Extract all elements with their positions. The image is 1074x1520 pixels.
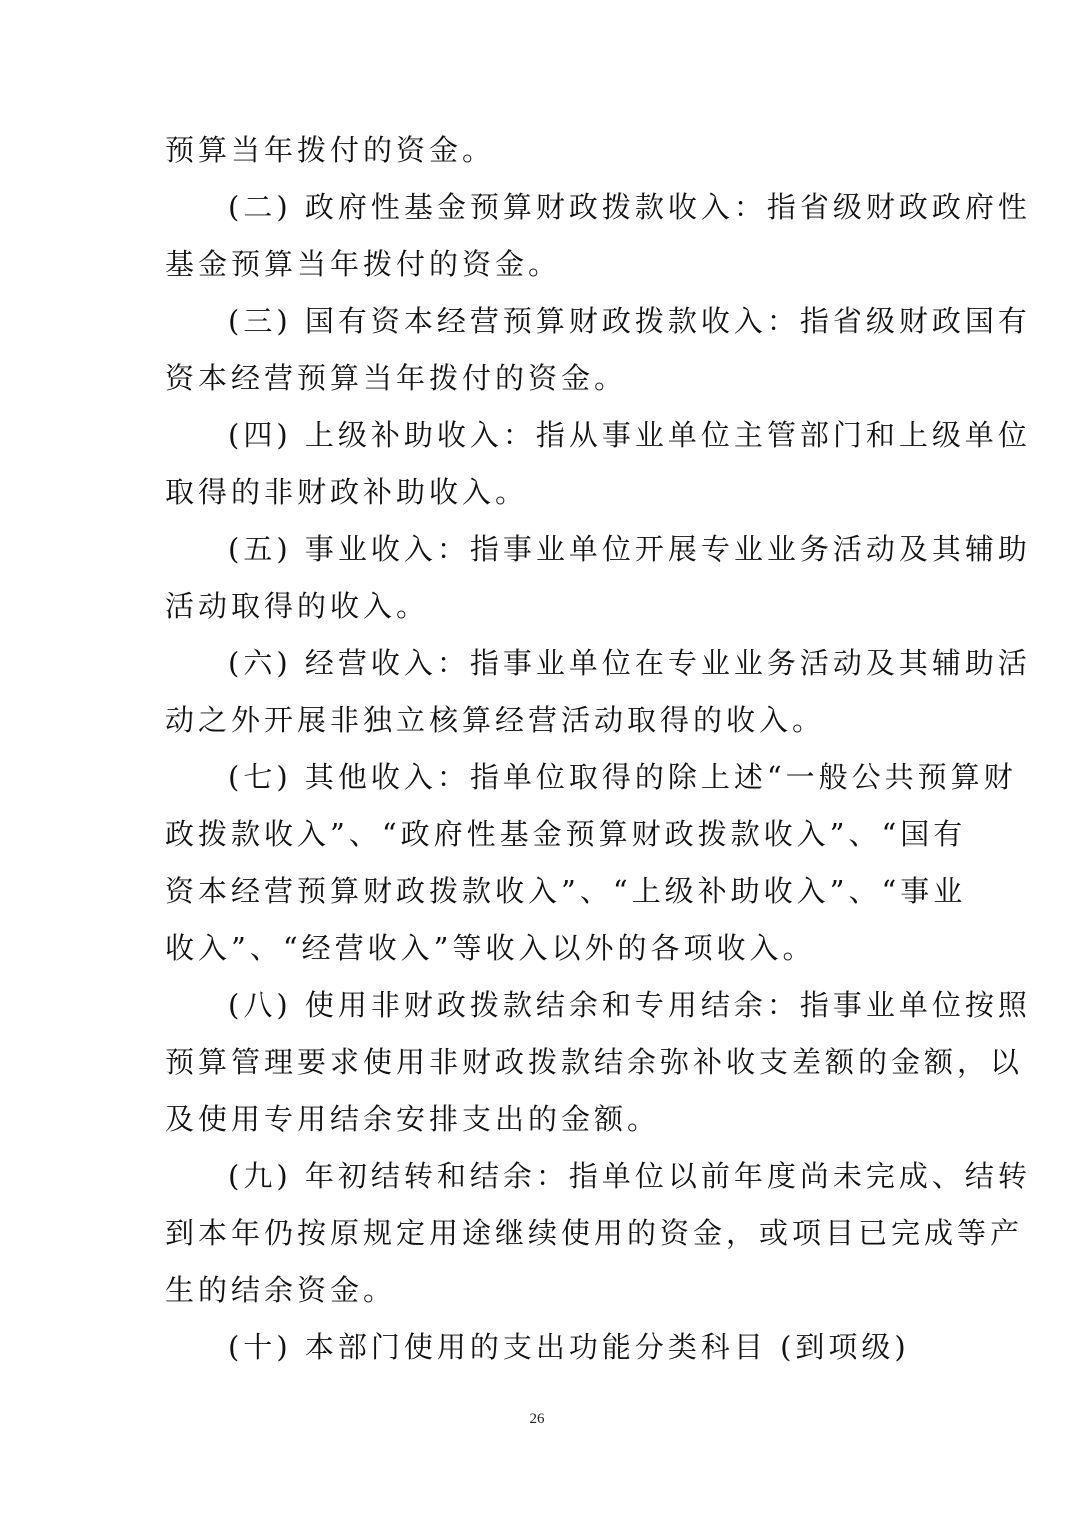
paragraph-3-start: (三) 国有资本经营预算财政拨款收入：指省级财政国有 [228,304,1031,338]
text-line: 预算管理要求使用非财政拨款结余弥补收支差额的金额，以 [165,1045,1024,1079]
text-line: 资本经营预算当年拨付的资金。 [165,361,628,395]
text-line: 生的结余资金。 [165,1273,397,1307]
paragraph-9-start: (九) 年初结转和结余：指单位以前年度尚未完成、结转 [228,1159,1031,1193]
text-line: 收入”、“经营收入”等收入以外的各项收入。 [165,931,816,965]
paragraph-8-start: (八) 使用非财政拨款结余和专用结余：指事业单位按照 [228,988,1031,1022]
page-number: 26 [529,1411,545,1427]
text-line: 预算当年拨付的资金。 [165,133,496,167]
text-line: 动之外开展非独立核算经营活动取得的收入。 [165,703,826,737]
text-line: 基金预算当年拨付的资金。 [165,247,562,281]
paragraph-7-start: (七) 其他收入：指单位取得的除上述“一般公共预算财 [228,760,1017,794]
paragraph-2-start: (二) 政府性基金预算财政拨款收入：指省级财政政府性 [228,190,1031,224]
text-line: 活动取得的收入。 [165,589,430,623]
text-line: 及使用专用结余安排支出的金额。 [165,1102,661,1136]
text-line: 政拨款收入”、“政府性基金预算财政拨款收入”、“国有 [165,817,967,851]
paragraph-10-heading: (十) 本部门使用的支出功能分类科目 (到项级) [228,1330,910,1364]
paragraph-4-start: (四) 上级补助收入：指从事业单位主管部门和上级单位 [228,418,1031,452]
text-line: 到本年仍按原规定用途继续使用的资金，或项目已完成等产 [165,1216,1024,1250]
text-line: 资本经营预算财政拨款收入”、“上级补助收入”、“事业 [165,874,967,908]
text-line: 取得的非财政补助收入。 [165,475,529,509]
paragraph-5-start: (五) 事业收入：指事业单位开展专业业务活动及其辅助 [228,532,1031,566]
paragraph-6-start: (六) 经营收入：指事业单位在专业业务活动及其辅助活 [228,646,1031,680]
